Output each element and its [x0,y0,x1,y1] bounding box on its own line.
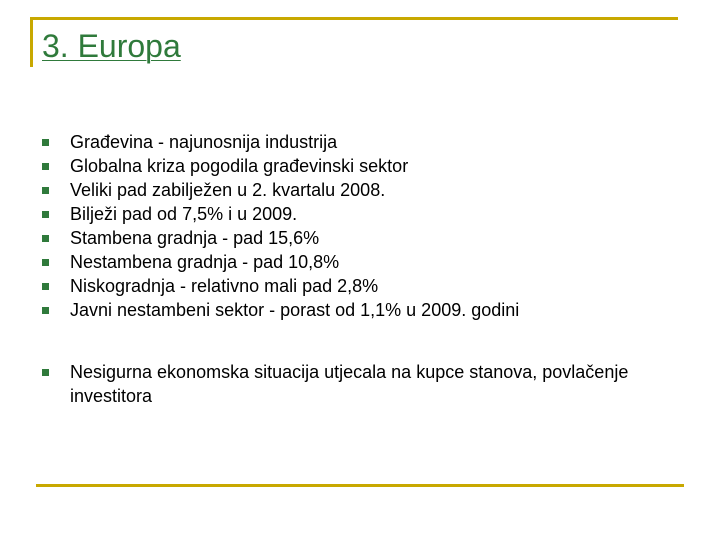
square-bullet-icon [42,139,49,146]
slide-title: 3. Europa [42,28,181,64]
bullet-item [42,360,672,408]
square-bullet-icon [42,163,49,170]
bullet-list [42,130,672,408]
bullet-text: Nestambena gradnja - pad 10,8% [70,252,340,272]
bullet-text: Građevina - najunosnija industrija [70,132,338,152]
bullet-text: Javni nestambeni sektor - porast od 1,1% u 2009. godini [70,300,520,320]
square-bullet-icon [42,369,49,376]
bullet-text: Stambena gradnja - pad 15,6% [70,228,320,248]
bullet-text: Globalna kriza pogodila građevinski sektor [70,156,409,176]
bullet-item [42,130,672,154]
bullet-item [42,178,672,202]
square-bullet-icon [42,259,49,266]
square-bullet-icon [42,283,49,290]
bottom-divider [36,484,684,487]
bullet-item [42,202,672,226]
bullet-item [42,274,672,298]
bullet-text: Veliki pad zabilježen u 2. kvartalu 2008. [70,180,386,200]
square-bullet-icon [42,235,49,242]
bullet-item [42,298,672,322]
bullet-item [42,226,672,250]
bullet-text: Niskogradnja - relativno mali pad 2,8% [70,276,379,296]
top-divider [30,17,678,20]
bullet-text: Bilježi pad od 7,5% i u 2009. [70,204,298,224]
left-divider [30,17,33,67]
square-bullet-icon [42,307,49,314]
square-bullet-icon [42,187,49,194]
square-bullet-icon [42,211,49,218]
bullet-text: Nesigurna ekonomska situacija utjecala na kupce stanova, povlačenje investitora [70,362,629,406]
bullet-item [42,154,672,178]
bullet-item [42,250,672,274]
